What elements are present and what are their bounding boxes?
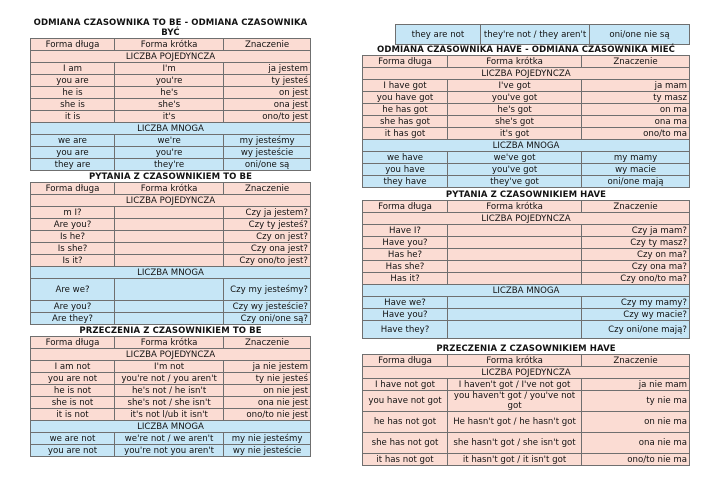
table-cell: it's got xyxy=(448,128,582,140)
table-cell: ona jest xyxy=(224,99,311,111)
table-cell xyxy=(448,261,582,273)
column-header: Forma długa xyxy=(31,337,115,349)
table-row xyxy=(31,147,311,159)
table-cell: ona nie ma xyxy=(582,433,690,454)
table-cell: on ma xyxy=(582,104,690,116)
section-title: PYTANIA Z CZASOWNIKIEM TO BE xyxy=(88,172,253,182)
table-row xyxy=(31,385,311,397)
conjugation-table xyxy=(362,55,690,188)
table-cell: she's not / she isn't xyxy=(115,397,224,409)
table-cell xyxy=(115,301,224,313)
table-cell: she's xyxy=(115,99,224,111)
table-row xyxy=(363,176,690,188)
table-cell: I have not got xyxy=(363,379,448,391)
group-label-singular: LICZBA POJEDYNCZA xyxy=(363,367,690,379)
table-cell: she's got xyxy=(448,116,582,128)
table-cell xyxy=(448,225,582,237)
table-cell: Czy wy jesteście? xyxy=(224,301,311,313)
table-cell: we have xyxy=(363,152,448,164)
table-cell: she is not xyxy=(31,397,115,409)
table-cell: Have they? xyxy=(363,321,448,339)
table-row xyxy=(363,225,690,237)
table-cell: you are not xyxy=(31,445,115,457)
table-cell: on nie ma xyxy=(582,412,690,433)
column-header: Forma długa xyxy=(363,201,448,213)
table-cell: Has she? xyxy=(363,261,448,273)
group-label-singular: LICZBA POJEDYNCZA xyxy=(31,51,311,63)
table-cell: you have not got xyxy=(363,391,448,412)
table-row xyxy=(363,152,690,164)
column-header: Znaczenie xyxy=(582,56,690,68)
table-row xyxy=(363,116,690,128)
table-cell xyxy=(115,231,224,243)
table-row xyxy=(363,273,690,285)
table-cell: he is not xyxy=(31,385,115,397)
group-label-plural: LICZBA MNOGA xyxy=(363,140,690,152)
table-cell: they're not / they aren't xyxy=(481,25,590,45)
table-cell: it is xyxy=(31,111,115,123)
table-cell: we are not xyxy=(31,433,115,445)
group-label-plural: LICZBA MNOGA xyxy=(31,123,311,135)
table-row xyxy=(31,231,311,243)
table-cell: it's not l/ub it isn't xyxy=(115,409,224,421)
table-cell: on nie jest xyxy=(224,385,311,397)
table-cell: Has he? xyxy=(363,249,448,261)
table-cell: ono/to nie jest xyxy=(224,409,311,421)
table-row xyxy=(31,219,311,231)
table-cell: they've got xyxy=(448,176,582,188)
table-cell: Czy on ma? xyxy=(582,249,690,261)
table-row xyxy=(31,373,311,385)
table-cell: ono/to ma xyxy=(582,128,690,140)
table-cell: ja jestem xyxy=(224,63,311,75)
table-cell: my mamy xyxy=(582,152,690,164)
table-cell: Is it? xyxy=(31,255,115,267)
table-cell: they have xyxy=(363,176,448,188)
table-cell: Czy wy macie? xyxy=(582,309,690,321)
group-label-plural: LICZBA MNOGA xyxy=(363,285,690,297)
table-row xyxy=(363,104,690,116)
table-cell: they're xyxy=(115,159,224,171)
table-cell: we're xyxy=(115,135,224,147)
table-cell: Have you? xyxy=(363,309,448,321)
table-row xyxy=(31,361,311,373)
conjugation-table xyxy=(362,354,690,466)
section-title: PYTANIA Z CZASOWNIKIEM HAVE xyxy=(445,190,607,200)
table-row xyxy=(363,249,690,261)
table-row xyxy=(31,433,311,445)
table-row xyxy=(363,297,690,309)
table-cell: I'm not xyxy=(115,361,224,373)
table-cell: Czy on jest? xyxy=(224,231,311,243)
table-cell: he is xyxy=(31,87,115,99)
table-cell: she is xyxy=(31,99,115,111)
table-cell: it has got xyxy=(363,128,448,140)
table-cell: Czy oni/one mają? xyxy=(582,321,690,339)
table-cell: Have we? xyxy=(363,297,448,309)
table-row xyxy=(363,454,690,466)
table-row xyxy=(31,75,311,87)
table-cell: they are not xyxy=(395,25,480,45)
table-cell: oni/one mają xyxy=(582,176,690,188)
table-cell: I haven't got / I've not got xyxy=(448,379,582,391)
column-header: Znaczenie xyxy=(224,39,311,51)
table-cell: oni/one są xyxy=(224,159,311,171)
table-cell: Czy ty masz? xyxy=(582,237,690,249)
table-cell: Have I? xyxy=(363,225,448,237)
table-cell: you've got xyxy=(448,92,582,104)
table-cell: you have xyxy=(363,164,448,176)
conjugation-table xyxy=(30,182,311,325)
left-column xyxy=(30,18,311,457)
table-cell: we've got xyxy=(448,152,582,164)
table-row xyxy=(31,313,311,325)
table-cell: she has not got xyxy=(363,433,448,454)
table-cell: I have got xyxy=(363,80,448,92)
table-cell: Czy my mamy? xyxy=(582,297,690,309)
section-title: PRZECZENIA Z CZASOWNIKIEM TO BE xyxy=(79,326,262,336)
table-cell: Czy ono/to jest? xyxy=(224,255,311,267)
table-cell: my nie jesteśmy xyxy=(224,433,311,445)
table-row xyxy=(31,301,311,313)
table-cell: you're not you aren't xyxy=(115,445,224,457)
section-title: PRZECZENIA Z CZASOWNIKIEM HAVE xyxy=(436,344,616,354)
table-cell: Czy ona jest? xyxy=(224,243,311,255)
table-cell xyxy=(448,297,582,309)
table-cell xyxy=(448,237,582,249)
table-cell: he's got xyxy=(448,104,582,116)
table-cell xyxy=(115,255,224,267)
table-cell xyxy=(115,279,224,301)
table-row xyxy=(363,412,690,433)
table-row xyxy=(363,321,690,339)
table-cell: ja nie mam xyxy=(582,379,690,391)
table-cell: she hasn't got / she isn't got xyxy=(448,433,582,454)
table-row xyxy=(363,309,690,321)
table-row xyxy=(31,135,311,147)
table-row xyxy=(363,92,690,104)
column-header: Znaczenie xyxy=(224,337,311,349)
table-row xyxy=(31,87,311,99)
table-cell: ty nie jesteś xyxy=(224,373,311,385)
table-cell: you're not / you aren't xyxy=(115,373,224,385)
column-header: Forma krótka xyxy=(448,56,582,68)
table-row xyxy=(363,237,690,249)
table-cell: Is she? xyxy=(31,243,115,255)
table-cell: Czy oni/one są? xyxy=(224,313,311,325)
group-label-singular: LICZBA POJEDYNCZA xyxy=(31,195,311,207)
table-cell: I've got xyxy=(448,80,582,92)
group-label-plural: LICZBA MNOGA xyxy=(31,421,311,433)
table-cell: you haven't got / you've not got xyxy=(448,391,582,412)
table-row xyxy=(363,261,690,273)
section-title: ODMIANA CZASOWNIKA HAVE - ODMIANA CZASOWNIKA MIEĆ xyxy=(377,45,675,55)
table-cell: ono/to nie ma xyxy=(582,454,690,466)
table-row xyxy=(31,445,311,457)
conjugation-table xyxy=(362,200,690,339)
table-cell: he has got xyxy=(363,104,448,116)
table-cell: he has not got xyxy=(363,412,448,433)
table-cell: they are xyxy=(31,159,115,171)
table-cell: ona nie jest xyxy=(224,397,311,409)
conjugation-table xyxy=(30,336,311,457)
table-cell: my jesteśmy xyxy=(224,135,311,147)
column-header: Forma krótka xyxy=(115,183,224,195)
table-header-row xyxy=(31,39,311,51)
table-cell: you're xyxy=(115,75,224,87)
table-cell: Czy ono/to ma? xyxy=(582,273,690,285)
column-header: Forma krótka xyxy=(448,201,582,213)
table-header-row xyxy=(31,337,311,349)
right-column xyxy=(362,24,690,466)
table-header-row xyxy=(31,183,311,195)
table-cell: you are xyxy=(31,147,115,159)
table-row xyxy=(31,111,311,123)
table-cell: I am xyxy=(31,63,115,75)
table-cell: on jest xyxy=(224,87,311,99)
table-cell: you are xyxy=(31,75,115,87)
column-header: Forma długa xyxy=(363,56,448,68)
table-row xyxy=(363,391,690,412)
table-cell: ty jesteś xyxy=(224,75,311,87)
table-cell: Are they? xyxy=(31,313,115,325)
table-cell: it's xyxy=(115,111,224,123)
table-cell: we are xyxy=(31,135,115,147)
table-cell: wy nie jesteście xyxy=(224,445,311,457)
table-cell: ja nie jestem xyxy=(224,361,311,373)
column-header: Forma krótka xyxy=(448,355,582,367)
table-row xyxy=(363,164,690,176)
table-row xyxy=(31,63,311,75)
table-cell: you're xyxy=(115,147,224,159)
top-row-table xyxy=(395,24,690,45)
table-row xyxy=(363,80,690,92)
table-row xyxy=(31,243,311,255)
table-cell xyxy=(448,273,582,285)
table-row xyxy=(363,379,690,391)
table-cell: it is not xyxy=(31,409,115,421)
group-label-singular: LICZBA POJEDYNCZA xyxy=(363,213,690,225)
table-row xyxy=(363,128,690,140)
group-label-singular: LICZBA POJEDYNCZA xyxy=(31,349,311,361)
table-cell: Czy my jesteśmy? xyxy=(224,279,311,301)
table-cell xyxy=(448,309,582,321)
column-header: Forma długa xyxy=(31,39,115,51)
table-cell xyxy=(115,207,224,219)
column-header: Znaczenie xyxy=(224,183,311,195)
table-cell: wy macie xyxy=(582,164,690,176)
table-header-row xyxy=(363,201,690,213)
table-cell: Czy ja jestem? xyxy=(224,207,311,219)
table-cell: he's not / he isn't xyxy=(115,385,224,397)
table-cell: Are we? xyxy=(31,279,115,301)
table-cell: ty masz xyxy=(582,92,690,104)
table-row xyxy=(31,207,311,219)
table-cell: ona ma xyxy=(582,116,690,128)
group-label-plural: LICZBA MNOGA xyxy=(31,267,311,279)
table-cell: Has it? xyxy=(363,273,448,285)
table-row xyxy=(31,99,311,111)
section-title: ODMIANA CZASOWNIKA TO BE - ODMIANA CZASOWNIKA BYĆ xyxy=(33,18,308,38)
column-header: Forma krótka xyxy=(115,337,224,349)
group-label-singular: LICZBA POJEDYNCZA xyxy=(363,68,690,80)
column-header: Znaczenie xyxy=(582,201,690,213)
table-cell: Have you? xyxy=(363,237,448,249)
table-cell: Are you? xyxy=(31,301,115,313)
table-cell: ty nie ma xyxy=(582,391,690,412)
table-cell: it has not got xyxy=(363,454,448,466)
table-cell: Are you? xyxy=(31,219,115,231)
table-cell xyxy=(115,219,224,231)
table-cell xyxy=(448,249,582,261)
table-cell: Czy ona ma? xyxy=(582,261,690,273)
table-cell: I am not xyxy=(31,361,115,373)
table-cell: wy jesteście xyxy=(224,147,311,159)
column-header: Forma krótka xyxy=(115,39,224,51)
table-cell xyxy=(448,321,582,339)
table-cell: He hasn't got / he hasn't got xyxy=(448,412,582,433)
table-row xyxy=(363,433,690,454)
table-cell: oni/one nie są xyxy=(589,25,689,45)
table-cell: Czy ty jesteś? xyxy=(224,219,311,231)
conjugation-table xyxy=(30,38,311,171)
table-cell: ono/to jest xyxy=(224,111,311,123)
table-cell: you've got xyxy=(448,164,582,176)
table-cell: I'm xyxy=(115,63,224,75)
table-row xyxy=(31,397,311,409)
table-header-row xyxy=(363,56,690,68)
table-cell: ja mam xyxy=(582,80,690,92)
column-header: Forma długa xyxy=(31,183,115,195)
table-row xyxy=(31,409,311,421)
table-cell xyxy=(115,313,224,325)
table-cell: we're not / we aren't xyxy=(115,433,224,445)
table-header-row xyxy=(363,355,690,367)
table-row xyxy=(31,159,311,171)
column-header: Forma długa xyxy=(363,355,448,367)
table-cell xyxy=(115,243,224,255)
table-cell: Is he? xyxy=(31,231,115,243)
table-cell: he's xyxy=(115,87,224,99)
table-cell: you have got xyxy=(363,92,448,104)
table-row xyxy=(31,279,311,301)
table-cell: m I? xyxy=(31,207,115,219)
table-cell: she has got xyxy=(363,116,448,128)
column-header: Znaczenie xyxy=(582,355,690,367)
table-cell: it hasn't got / it isn't got xyxy=(448,454,582,466)
table-cell: Czy ja mam? xyxy=(582,225,690,237)
table-row xyxy=(31,255,311,267)
table-cell: you are not xyxy=(31,373,115,385)
